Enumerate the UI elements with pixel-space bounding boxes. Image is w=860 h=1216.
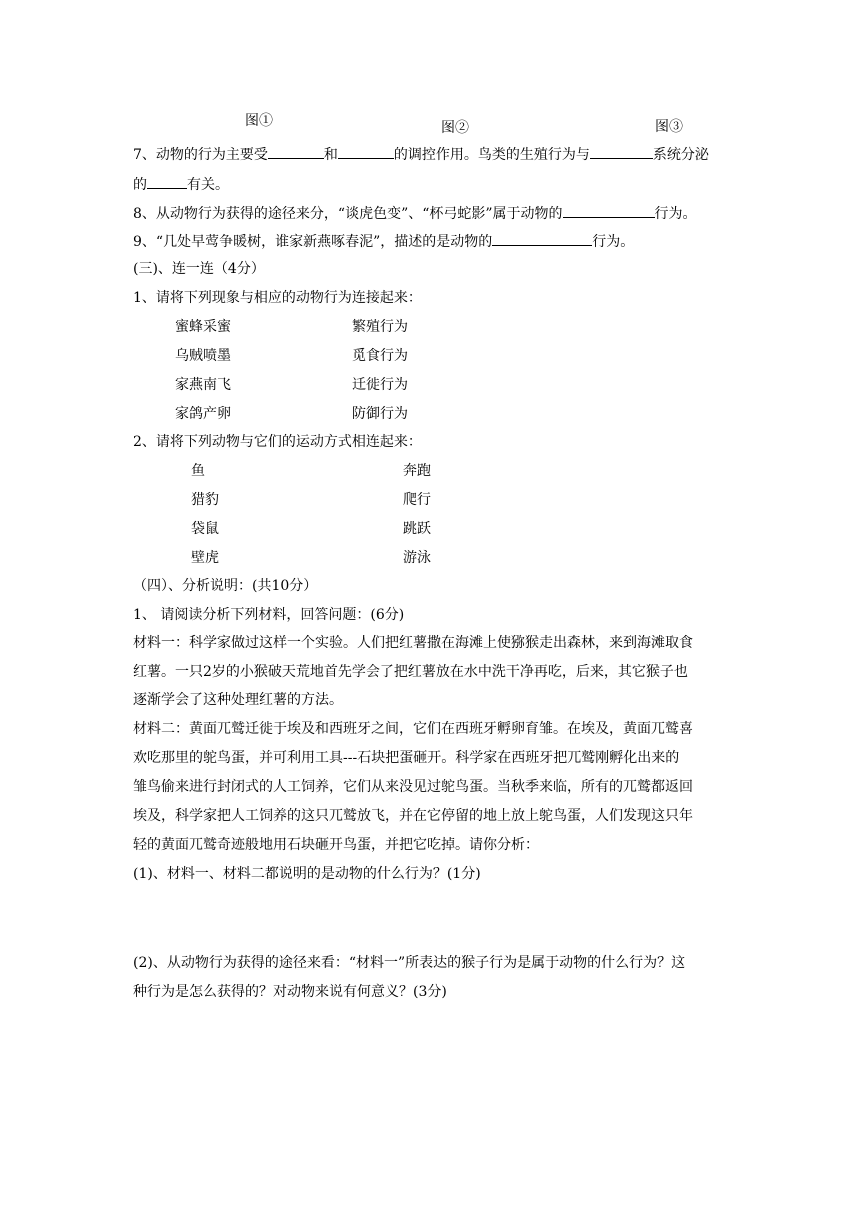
material-1-line: 红薯。一只2岁的小猴破天荒地首先学会了把红薯放在水中洗干净再吃，后来，其它猴子也 xyxy=(133,664,688,680)
match1-left-item[interactable]: 家鸽产卵 xyxy=(175,406,231,422)
match1-right-item[interactable]: 防御行为 xyxy=(352,406,408,422)
question-8 xyxy=(133,202,697,224)
q7-text-3: 的调控作用。鸟类的生殖行为与 xyxy=(393,147,590,163)
match2-right-item[interactable]: 游泳 xyxy=(403,550,431,566)
figure-caption-2: 图② xyxy=(441,120,469,136)
material-2-line: 材料二：黄面兀鹫迁徙于埃及和西班牙之间，它们在西班牙孵卵育雏。在埃及，黄面兀鹫喜 xyxy=(133,721,693,737)
question-9 xyxy=(133,230,634,252)
q8-text-1: 8、从动物行为获得的途径来分，“谈虎色变”、“杯弓蛇影”属于动物的 xyxy=(133,206,563,222)
sub-question-2-line: 种行为是怎么获得的？对动物来说有何意义？(3分) xyxy=(133,984,447,1000)
q7-text-5: 的 xyxy=(133,177,147,193)
match2-right-item[interactable]: 爬行 xyxy=(403,492,431,508)
section-3-q1-prompt: 1、请将下列现象与相应的动物行为连接起来： xyxy=(133,290,422,306)
section-3-title: (三)、连一连（4分） xyxy=(133,261,265,277)
q9-text-1: 9、“几处早莺争暖树，谁家新燕啄春泥”，描述的是动物的 xyxy=(133,234,493,250)
match1-left-item[interactable]: 乌贼喷墨 xyxy=(175,348,231,364)
match2-right-item[interactable]: 跳跃 xyxy=(403,521,431,537)
match2-left-item[interactable]: 猎豹 xyxy=(191,492,219,508)
q7-blank-4[interactable] xyxy=(147,173,187,189)
figure-caption-3: 图③ xyxy=(655,119,683,135)
material-2-line: 埃及，科学家把人工饲养的这只兀鹫放飞，并在它停留的地上放上鸵鸟蛋，人们发现这只年 xyxy=(133,808,693,824)
section-4-title: （四）、分析说明：(共10分） xyxy=(133,578,318,594)
match1-right-item[interactable]: 迁徙行为 xyxy=(352,377,408,393)
match2-left-item[interactable]: 袋鼠 xyxy=(191,521,219,537)
material-2-line: 轻的黄面兀鹫奇迹般地用石块砸开鸟蛋，并把它吃掉。请你分析： xyxy=(133,837,539,853)
material-1-line: 材料一：科学家做过这样一个实验。人们把红薯撒在海滩上使猕猴走出森林，来到海滩取食 xyxy=(133,635,693,651)
section-4-q1-prompt: 1、 请阅读分析下列材料，回答问题：(6分) xyxy=(133,607,405,623)
question-7-line-2 xyxy=(133,173,229,195)
match2-left-item[interactable]: 壁虎 xyxy=(191,550,219,566)
match2-left-item[interactable]: 鱼 xyxy=(191,463,205,479)
section-3-q2-prompt: 2、请将下列动物与它们的运动方式相连起来： xyxy=(133,434,422,450)
q7-blank-3[interactable] xyxy=(590,143,653,159)
match1-right-item[interactable]: 觅食行为 xyxy=(352,348,408,364)
match2-right-item[interactable]: 奔跑 xyxy=(403,463,431,479)
figure-caption-1: 图① xyxy=(245,113,273,129)
q8-text-2: 行为。 xyxy=(654,206,697,222)
q8-blank[interactable] xyxy=(563,202,655,218)
material-2-line: 欢吃那里的鸵鸟蛋，并可利用工具---石块把蛋砸开。科学家在西班牙把兀鹫刚孵化出来的 xyxy=(133,750,680,766)
match1-left-item[interactable]: 家燕南飞 xyxy=(175,377,231,393)
q7-text-4: 系统分泌 xyxy=(652,147,709,163)
match1-right-item[interactable]: 繁殖行为 xyxy=(352,319,408,335)
question-7-line-1 xyxy=(133,143,709,165)
q7-blank-1[interactable] xyxy=(268,143,324,159)
material-1-line: 逐渐学会了这种处理红薯的方法。 xyxy=(133,692,343,708)
q7-text-6: 有关。 xyxy=(187,177,229,193)
match1-left-item[interactable]: 蜜蜂采蜜 xyxy=(175,319,231,335)
material-2-line: 雏鸟偷来进行封闭式的人工饲养，它们从来没见过鸵鸟蛋。当秋季来临，所有的兀鹫都返回 xyxy=(133,779,693,795)
q7-text-2: 和 xyxy=(323,147,338,163)
q7-blank-2[interactable] xyxy=(338,143,394,159)
sub-question-1: (1)、材料一、材料二都说明的是动物的什么行为？(1分) xyxy=(133,866,481,882)
q9-blank[interactable] xyxy=(492,230,592,246)
sub-question-2-line: (2)、从动物行为获得的途径来看：“材料一”所表达的猴子行为是属于动物的什么行为？这 xyxy=(133,955,686,971)
q7-text-1: 7、动物的行为主要受 xyxy=(133,147,268,163)
q9-text-2: 行为。 xyxy=(592,234,635,250)
